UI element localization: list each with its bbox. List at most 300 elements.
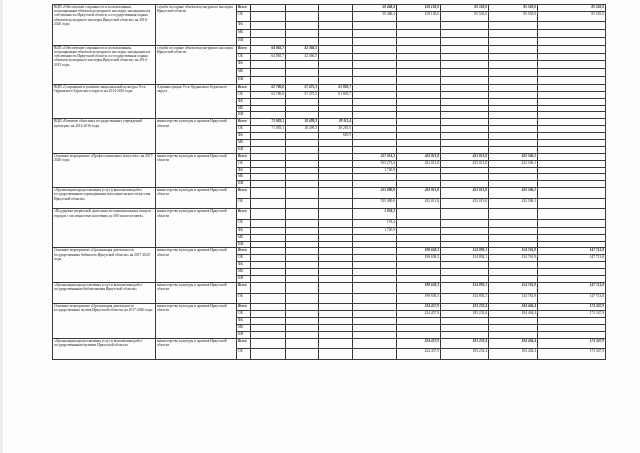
value-cell bbox=[286, 331, 319, 338]
value-cell bbox=[538, 84, 606, 91]
value-cell bbox=[353, 133, 397, 140]
value-cell: 147 713,8 bbox=[538, 293, 606, 304]
value-cell bbox=[397, 22, 441, 30]
value-cell bbox=[319, 153, 353, 160]
value-cell bbox=[251, 22, 286, 30]
value-cell bbox=[286, 293, 319, 304]
value-cell bbox=[441, 30, 489, 38]
program-name-cell: ВЦП «Обеспечение сохранности и использования, популяризация объектов культурного наследия, находящихся в собственности Иркутской области, и государственная охрана объектов культурного наследия Иркутской области» на 2014-2015 годы bbox=[53, 45, 156, 84]
value-cell bbox=[538, 98, 606, 105]
value-cell: 193,4 bbox=[353, 220, 397, 228]
table-row bbox=[53, 84, 606, 91]
source-cell: МБ bbox=[237, 105, 251, 112]
value-cell bbox=[353, 139, 397, 146]
source-cell: Всего bbox=[237, 248, 251, 255]
value-cell bbox=[286, 248, 319, 255]
value-cell bbox=[397, 209, 441, 220]
table-row bbox=[53, 248, 606, 255]
executor-cell: министерство культуры и архивов Иркутской области bbox=[156, 282, 237, 303]
value-cell bbox=[319, 146, 353, 153]
value-cell: 62 786,0 bbox=[251, 84, 286, 91]
value-cell bbox=[538, 126, 606, 133]
value-cell bbox=[319, 112, 353, 119]
value-cell bbox=[319, 269, 353, 276]
value-cell bbox=[251, 133, 286, 140]
value-cell bbox=[489, 61, 538, 69]
value-cell bbox=[353, 255, 397, 262]
value-cell bbox=[319, 282, 353, 293]
value-cell bbox=[286, 317, 319, 324]
value-cell bbox=[397, 69, 441, 77]
value-cell: 18 499,3 bbox=[286, 119, 319, 126]
value-cell: 1 934,3 bbox=[353, 209, 397, 220]
value-cell bbox=[489, 139, 538, 146]
value-cell bbox=[489, 45, 538, 53]
value-cell: 71 083,1 bbox=[251, 126, 286, 133]
value-cell bbox=[251, 331, 286, 338]
value-cell bbox=[251, 5, 286, 12]
value-cell bbox=[538, 234, 606, 241]
value-cell bbox=[538, 153, 606, 160]
value-cell bbox=[489, 22, 538, 30]
table-row bbox=[53, 188, 606, 199]
value-cell bbox=[286, 304, 319, 311]
value-cell bbox=[538, 45, 606, 53]
value-cell bbox=[286, 22, 319, 30]
value-cell bbox=[319, 167, 353, 174]
value-cell: 198 658,3 bbox=[397, 255, 441, 262]
source-cell: ФБ bbox=[237, 317, 251, 324]
value-cell bbox=[538, 53, 606, 61]
executor-cell: министерство культуры и архивов Иркутской области bbox=[156, 304, 237, 338]
executor-cell: министерство культуры и архивов Иркутской области bbox=[156, 209, 237, 248]
value-cell bbox=[441, 77, 489, 85]
value-cell bbox=[286, 133, 319, 140]
program-name-cell: ВЦП «Сохранение и развитие национальной культуры Усть-Ордынского Бурятского округа» на 2014-2016 годы bbox=[53, 84, 156, 118]
source-cell: ИИ bbox=[237, 112, 251, 119]
source-cell: Всего bbox=[237, 5, 251, 12]
value-cell bbox=[489, 331, 538, 338]
source-cell: ФБ bbox=[237, 167, 251, 174]
source-cell: ИИ bbox=[237, 38, 251, 46]
value-cell bbox=[251, 38, 286, 46]
value-cell bbox=[538, 317, 606, 324]
value-cell bbox=[353, 262, 397, 269]
value-cell bbox=[353, 84, 397, 91]
value-cell bbox=[286, 198, 319, 209]
value-cell bbox=[489, 262, 538, 269]
value-cell bbox=[251, 241, 286, 248]
value-cell: 154 761,9 bbox=[489, 293, 538, 304]
value-cell bbox=[489, 276, 538, 283]
value-cell bbox=[286, 160, 319, 167]
value-cell bbox=[441, 45, 489, 53]
table-row bbox=[53, 5, 606, 12]
value-cell bbox=[441, 53, 489, 61]
value-cell bbox=[286, 282, 319, 293]
scan-edge bbox=[0, 0, 3, 453]
value-cell: 62 786,0 bbox=[251, 91, 286, 98]
value-cell bbox=[353, 304, 397, 311]
value-cell bbox=[538, 105, 606, 112]
value-cell: 39 111,4 bbox=[319, 119, 353, 126]
source-cell: ОБ bbox=[237, 53, 251, 61]
source-cell: Всего bbox=[237, 153, 251, 160]
value-cell: 198 658,3 bbox=[397, 282, 441, 293]
value-cell bbox=[286, 146, 319, 153]
value-cell bbox=[251, 98, 286, 105]
program-name-cell: ВЦП «Обеспечение сохранности и использования, популяризация объектов культурного наследия, находящихся в собственности Иркутской области, и государственная охрана объектов культурного наследия Иркутской области» на 2016-2020 годы bbox=[53, 5, 156, 46]
value-cell: 1 740,9 bbox=[353, 227, 397, 234]
source-cell: МБ bbox=[237, 30, 251, 38]
value-cell bbox=[397, 126, 441, 133]
value-cell bbox=[538, 22, 606, 30]
value-cell bbox=[489, 38, 538, 46]
value-cell bbox=[319, 234, 353, 241]
value-cell bbox=[538, 262, 606, 269]
value-cell bbox=[353, 338, 397, 349]
value-cell: 555 080,0 bbox=[353, 198, 397, 209]
value-cell bbox=[286, 227, 319, 234]
value-cell bbox=[397, 324, 441, 331]
value-cell bbox=[538, 38, 606, 46]
value-cell bbox=[353, 331, 397, 338]
value-cell: 158 103,0 bbox=[397, 11, 441, 22]
value-cell bbox=[319, 293, 353, 304]
value-cell bbox=[286, 209, 319, 220]
budget-table bbox=[52, 4, 606, 360]
value-cell bbox=[397, 84, 441, 91]
value-cell bbox=[286, 174, 319, 181]
source-cell: ФБ bbox=[237, 262, 251, 269]
value-cell bbox=[441, 220, 489, 228]
value-cell bbox=[286, 77, 319, 85]
value-cell: 154 892,1 bbox=[441, 255, 489, 262]
value-cell bbox=[251, 248, 286, 255]
value-cell bbox=[489, 53, 538, 61]
value-cell bbox=[319, 69, 353, 77]
value-cell bbox=[353, 91, 397, 98]
value-cell bbox=[441, 146, 489, 153]
value-cell bbox=[286, 105, 319, 112]
value-cell bbox=[251, 262, 286, 269]
value-cell: 85 503,0 bbox=[441, 5, 489, 12]
value-cell bbox=[286, 167, 319, 174]
value-cell bbox=[251, 209, 286, 220]
value-cell: 50 468,4 bbox=[353, 5, 397, 12]
value-cell bbox=[397, 133, 441, 140]
source-cell: ФБ bbox=[237, 61, 251, 69]
value-cell bbox=[286, 349, 319, 360]
value-cell bbox=[353, 105, 397, 112]
value-cell bbox=[441, 269, 489, 276]
value-cell: 557 014,3 bbox=[353, 153, 397, 160]
value-cell: 432 506,1 bbox=[489, 153, 538, 160]
value-cell bbox=[353, 126, 397, 133]
value-cell bbox=[441, 133, 489, 140]
value-cell bbox=[319, 160, 353, 167]
value-cell bbox=[286, 269, 319, 276]
value-cell bbox=[319, 98, 353, 105]
value-cell bbox=[441, 276, 489, 283]
value-cell bbox=[319, 262, 353, 269]
value-cell bbox=[397, 241, 441, 248]
table-body bbox=[53, 5, 606, 360]
value-cell bbox=[286, 234, 319, 241]
value-cell bbox=[441, 174, 489, 181]
value-cell bbox=[441, 317, 489, 324]
source-cell: МБ bbox=[237, 69, 251, 77]
value-cell bbox=[489, 324, 538, 331]
value-cell bbox=[397, 98, 441, 105]
value-cell bbox=[353, 112, 397, 119]
source-cell: ИИ bbox=[237, 331, 251, 338]
source-cell: МБ bbox=[237, 269, 251, 276]
value-cell: 154 761,9 bbox=[489, 248, 538, 255]
value-cell bbox=[538, 269, 606, 276]
value-cell bbox=[319, 220, 353, 228]
value-cell bbox=[489, 112, 538, 119]
value-cell: 1 740,9 bbox=[353, 167, 397, 174]
program-name-cell: Основное мероприятие «Профессиональное искусство» на 2017-2020 годы bbox=[53, 153, 156, 187]
value-cell bbox=[319, 105, 353, 112]
value-cell: 50 468,4 bbox=[353, 11, 397, 22]
value-cell bbox=[397, 45, 441, 53]
value-cell bbox=[286, 188, 319, 199]
value-cell bbox=[319, 38, 353, 46]
value-cell bbox=[397, 174, 441, 181]
value-cell bbox=[286, 61, 319, 69]
value-cell: 183 232,4 bbox=[441, 304, 489, 311]
value-cell: 64 065,7 bbox=[251, 53, 286, 61]
value-cell bbox=[319, 227, 353, 234]
value-cell bbox=[441, 324, 489, 331]
value-cell: 224 457,9 bbox=[397, 311, 441, 318]
value-cell bbox=[353, 282, 397, 293]
value-cell bbox=[319, 276, 353, 283]
executor-cell: служба по охране объектов культурного наследия Иркутской области bbox=[156, 5, 237, 46]
table-row bbox=[53, 209, 606, 220]
source-cell: ОБ bbox=[237, 198, 251, 209]
value-cell bbox=[538, 227, 606, 234]
value-cell bbox=[353, 53, 397, 61]
value-cell bbox=[251, 349, 286, 360]
program-name-cell: Основное мероприятие «Организация деятельности государственных музеев Иркутской области» на 2017-2020 годы bbox=[53, 304, 156, 338]
executor-cell: министерство культуры и архивов Иркутской области bbox=[156, 188, 237, 209]
value-cell bbox=[251, 167, 286, 174]
executor-cell: Администрация Усть-Ордынского Бурятского округа bbox=[156, 84, 237, 118]
value-cell bbox=[319, 139, 353, 146]
value-cell bbox=[319, 61, 353, 69]
value-cell bbox=[353, 61, 397, 69]
value-cell bbox=[489, 146, 538, 153]
value-cell: 85 503,0 bbox=[441, 11, 489, 22]
value-cell bbox=[251, 11, 286, 22]
value-cell: 829,9 bbox=[319, 133, 353, 140]
source-cell: ОБ bbox=[237, 349, 251, 360]
value-cell: 183 232,4 bbox=[441, 311, 489, 318]
value-cell bbox=[251, 338, 286, 349]
value-cell bbox=[251, 227, 286, 234]
value-cell bbox=[489, 84, 538, 91]
value-cell: 452 811,8 bbox=[397, 160, 441, 167]
value-cell bbox=[441, 234, 489, 241]
value-cell bbox=[441, 126, 489, 133]
value-cell: 173 347,9 bbox=[538, 338, 606, 349]
value-cell bbox=[441, 119, 489, 126]
value-cell bbox=[538, 139, 606, 146]
value-cell bbox=[286, 241, 319, 248]
value-cell bbox=[319, 198, 353, 209]
value-cell bbox=[397, 181, 441, 188]
value-cell bbox=[286, 324, 319, 331]
value-cell: 85 503,0 bbox=[538, 5, 606, 12]
value-cell bbox=[286, 69, 319, 77]
value-cell: 555 080,0 bbox=[353, 188, 397, 199]
value-cell bbox=[286, 38, 319, 46]
value-cell bbox=[251, 139, 286, 146]
value-cell bbox=[353, 98, 397, 105]
value-cell bbox=[251, 317, 286, 324]
value-cell: 42 366,5 bbox=[286, 53, 319, 61]
value-cell bbox=[538, 241, 606, 248]
value-cell bbox=[441, 69, 489, 77]
value-cell bbox=[286, 11, 319, 22]
value-cell bbox=[319, 30, 353, 38]
value-cell: 224 457,9 bbox=[397, 349, 441, 360]
source-cell: МБ bbox=[237, 234, 251, 241]
value-cell bbox=[319, 248, 353, 255]
value-cell: 154 892,1 bbox=[441, 248, 489, 255]
value-cell: 42 366,5 bbox=[286, 45, 319, 53]
value-cell: 184 404,4 bbox=[489, 349, 538, 360]
value-cell bbox=[353, 276, 397, 283]
value-cell bbox=[489, 105, 538, 112]
source-cell: Всего bbox=[237, 282, 251, 293]
value-cell bbox=[353, 248, 397, 255]
value-cell bbox=[251, 160, 286, 167]
value-cell: 453 013,8 bbox=[441, 153, 489, 160]
value-cell bbox=[441, 105, 489, 112]
value-cell: 452 811,8 bbox=[397, 153, 441, 160]
value-cell bbox=[353, 119, 397, 126]
value-cell bbox=[538, 220, 606, 228]
value-cell bbox=[353, 45, 397, 53]
value-cell bbox=[319, 304, 353, 311]
value-cell bbox=[397, 167, 441, 174]
value-cell bbox=[441, 112, 489, 119]
value-cell bbox=[286, 262, 319, 269]
value-cell: 154 892,1 bbox=[441, 293, 489, 304]
value-cell: 198 658,3 bbox=[397, 293, 441, 304]
executor-cell: министерство культуры и архивов Иркутской области bbox=[156, 153, 237, 187]
value-cell bbox=[489, 174, 538, 181]
value-cell bbox=[353, 181, 397, 188]
value-cell: 453 013,8 bbox=[441, 198, 489, 209]
source-cell: ОБ bbox=[237, 160, 251, 167]
value-cell bbox=[397, 146, 441, 153]
value-cell bbox=[286, 276, 319, 283]
value-cell bbox=[353, 38, 397, 46]
value-cell: 173 347,9 bbox=[538, 349, 606, 360]
value-cell: 183 232,4 bbox=[441, 338, 489, 349]
executor-cell: министерство культуры и архивов Иркутской области bbox=[156, 119, 237, 153]
value-cell: 85 503,0 bbox=[489, 11, 538, 22]
value-cell bbox=[397, 262, 441, 269]
value-cell: 198 658,3 bbox=[397, 248, 441, 255]
value-cell: 154 892,1 bbox=[441, 282, 489, 293]
source-cell: Всего bbox=[237, 84, 251, 91]
value-cell bbox=[353, 324, 397, 331]
value-cell bbox=[397, 234, 441, 241]
value-cell bbox=[353, 293, 397, 304]
value-cell bbox=[441, 209, 489, 220]
program-name-cell: «Поддержка творческой деятельности муниципальных театров городов с численностью населения до 300 тысяч человек» bbox=[53, 209, 156, 248]
value-cell: 183 232,4 bbox=[441, 349, 489, 360]
value-cell bbox=[353, 269, 397, 276]
value-cell bbox=[538, 167, 606, 174]
value-cell: 57 475,3 bbox=[286, 91, 319, 98]
value-cell bbox=[489, 30, 538, 38]
value-cell: 555 273,4 bbox=[353, 160, 397, 167]
value-cell bbox=[286, 220, 319, 228]
value-cell bbox=[538, 324, 606, 331]
value-cell bbox=[353, 234, 397, 241]
value-cell bbox=[353, 174, 397, 181]
source-cell: МБ bbox=[237, 324, 251, 331]
value-cell: 184 404,4 bbox=[489, 338, 538, 349]
value-cell bbox=[319, 53, 353, 61]
value-cell bbox=[441, 98, 489, 105]
value-cell: 154 761,9 bbox=[489, 282, 538, 293]
value-cell bbox=[319, 209, 353, 220]
value-cell bbox=[489, 77, 538, 85]
value-cell bbox=[353, 69, 397, 77]
table-row bbox=[53, 304, 606, 311]
value-cell bbox=[251, 269, 286, 276]
source-cell: Всего bbox=[237, 188, 251, 199]
source-cell: ИИ bbox=[237, 181, 251, 188]
value-cell bbox=[489, 98, 538, 105]
value-cell bbox=[353, 30, 397, 38]
value-cell bbox=[286, 98, 319, 105]
value-cell bbox=[538, 119, 606, 126]
value-cell bbox=[251, 311, 286, 318]
value-cell bbox=[319, 45, 353, 53]
value-cell bbox=[286, 112, 319, 119]
value-cell: 432 506,1 bbox=[489, 160, 538, 167]
source-cell: ОБ bbox=[237, 293, 251, 304]
value-cell bbox=[538, 30, 606, 38]
value-cell bbox=[251, 188, 286, 199]
value-cell bbox=[353, 22, 397, 30]
program-name-cell: «Организация предоставления услуг в выполнении работ государственными библиотеками Иркутской области» bbox=[53, 282, 156, 303]
table-row bbox=[53, 153, 606, 160]
value-cell: 432 506,1 bbox=[489, 198, 538, 209]
value-cell bbox=[319, 188, 353, 199]
value-cell bbox=[441, 227, 489, 234]
source-cell: ОБ bbox=[237, 220, 251, 228]
value-cell: 71 083,1 bbox=[251, 119, 286, 126]
value-cell bbox=[489, 269, 538, 276]
value-cell bbox=[251, 153, 286, 160]
value-cell: 224 457,9 bbox=[397, 338, 441, 349]
value-cell: 64 065,7 bbox=[251, 45, 286, 53]
executor-cell: служба по охране объектов культурного наследия Иркутской области bbox=[156, 45, 237, 84]
value-cell: 432 506,1 bbox=[489, 188, 538, 199]
value-cell bbox=[319, 349, 353, 360]
source-cell: ФБ bbox=[237, 227, 251, 234]
